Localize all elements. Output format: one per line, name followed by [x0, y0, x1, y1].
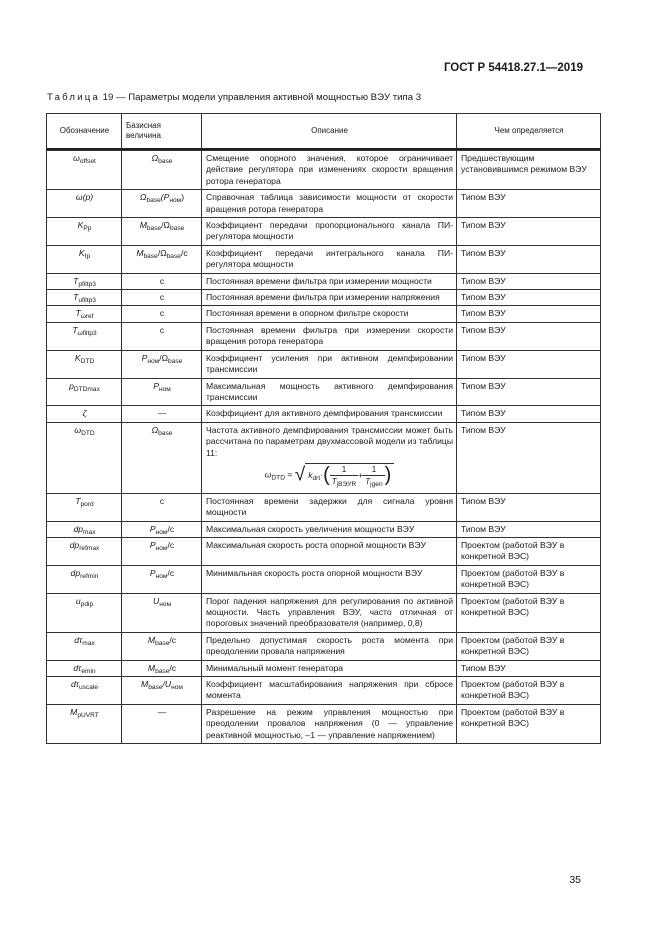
fraction-wtg [330, 464, 358, 488]
table-row [47, 593, 601, 632]
symbol-subscript: ufiltp3 [78, 297, 96, 305]
formula-t: T [331, 477, 337, 487]
base-symbol: P [149, 567, 156, 578]
sqrt-icon: √ [294, 464, 306, 486]
cell-determined-by [457, 190, 601, 218]
cell-base-quantity [122, 190, 202, 218]
symbol: ω(p) [75, 192, 94, 203]
cell-description [202, 378, 457, 406]
base-subscript: base [148, 684, 163, 692]
symbol: dp [69, 539, 80, 550]
base-divider: /U [162, 679, 172, 690]
symbol: T [75, 495, 81, 506]
cell-designation [47, 151, 122, 190]
base-subscript: base [158, 429, 173, 437]
base-tail: /с [169, 634, 177, 645]
table-row [47, 660, 601, 676]
cell-determined-by [457, 593, 601, 632]
cell-designation [47, 322, 122, 350]
description-text: Коэффициент усиления при активном демпфировании трансмиссии [206, 352, 453, 375]
description-text: Постоянная времени в опорном фильтре скорости [206, 308, 409, 319]
symbol-subscript: pUVRT [77, 711, 99, 719]
base-symbol: Ω [151, 424, 159, 435]
symbol: dτ [73, 662, 82, 673]
cell-description [202, 521, 457, 537]
base-subscript-2: ном [169, 197, 182, 205]
symbol: ω [73, 153, 80, 163]
table-caption [47, 92, 421, 103]
formula-dot: · [320, 470, 324, 481]
cell-determined-by [457, 422, 601, 493]
fraction-denominator [363, 476, 384, 487]
symbol-subscript: pord [80, 500, 94, 508]
symbol: K [74, 352, 81, 363]
cell-base-quantity [122, 537, 202, 565]
formula-equals: = [284, 469, 295, 480]
cell-determined-by [457, 493, 601, 521]
table-row [47, 677, 601, 705]
table-row [47, 322, 601, 350]
base-tail: /с [167, 567, 175, 578]
base-subscript-2: base [166, 252, 181, 260]
description-text: Постоянная времени фильтра при измерении напряжения [206, 292, 440, 303]
base-symbol: — [157, 706, 167, 717]
table-row [47, 290, 601, 306]
cell-designation [47, 422, 122, 493]
cell-base-quantity [122, 350, 202, 378]
base-divider: /Ω [161, 220, 170, 231]
base-symbol: — [157, 408, 167, 419]
base-tail: /с [167, 523, 175, 534]
cell-designation [47, 632, 122, 660]
base-subscript: ном [147, 357, 160, 365]
page-number: 35 [569, 874, 581, 886]
base-subscript: ном [155, 544, 168, 552]
formula-lhs-subscript: DTD [271, 474, 285, 482]
symbol: T [72, 324, 78, 335]
cell-description [202, 290, 457, 306]
cell-base-quantity [122, 290, 202, 306]
determined-by-text: Проектом (работой ВЭУ в конкретной ВЭС) [461, 634, 565, 657]
base-tail: /с [180, 247, 188, 258]
cell-base-quantity [122, 660, 202, 676]
symbol: u [75, 595, 81, 606]
cell-base-quantity [122, 406, 202, 422]
cell-description [202, 306, 457, 322]
symbol: K [78, 247, 85, 258]
table-row [47, 521, 601, 537]
base-tail: /с [169, 662, 177, 673]
base-tail: ) [181, 192, 185, 203]
cell-description [202, 704, 457, 743]
symbol: ζ [82, 408, 87, 419]
formula-plus: + [358, 470, 364, 481]
symbol: dp [70, 567, 81, 578]
determined-by-text: Типом ВЭУ [461, 408, 506, 419]
cell-base-quantity [122, 273, 202, 289]
cell-base-quantity [122, 306, 202, 322]
formula-t-subscript: jgen [370, 481, 383, 489]
cell-determined-by [457, 632, 601, 660]
cell-description [202, 565, 457, 593]
cell-determined-by [457, 537, 601, 565]
determined-by-text: Типом ВЭУ [461, 662, 506, 673]
symbol-subscript: uscale [78, 684, 99, 692]
parameters-table [46, 113, 601, 744]
description-text: Максимальная скорость увеличения мощности ВЭУ [206, 523, 415, 534]
symbol: dτ [74, 634, 83, 645]
base-subscript-2: ном [171, 684, 183, 692]
symbol-subscript: Pp [83, 225, 92, 233]
symbol: T [75, 308, 81, 319]
base-subscript: base [146, 197, 161, 205]
cell-designation [47, 350, 122, 378]
base-subscript: ном [155, 528, 168, 536]
standard-designation: ГОСТ Р 54418.27.1—2019 [443, 62, 583, 74]
cell-designation [47, 406, 122, 422]
cell-description [202, 422, 457, 493]
determined-by-text: Проектом (работой ВЭУ в конкретной ВЭС) [461, 567, 565, 590]
table-row [47, 493, 601, 521]
table-row [47, 537, 601, 565]
cell-base-quantity [122, 677, 202, 705]
symbol: dτ [70, 679, 79, 690]
table-row [47, 218, 601, 246]
left-paren-icon: ( [323, 464, 330, 487]
cell-designation [47, 565, 122, 593]
cell-base-quantity [122, 218, 202, 246]
base-divider: /Ω [159, 352, 169, 363]
cell-base-quantity [122, 493, 202, 521]
determined-by-text: Типом ВЭУ [461, 380, 506, 391]
cell-determined-by [457, 350, 601, 378]
determined-by-text: Типом ВЭУ [461, 424, 506, 435]
cell-base-quantity [122, 632, 202, 660]
cell-description [202, 677, 457, 705]
base-symbol: с [159, 495, 165, 506]
description-text: Постоянная времени фильтра при измерении скорости вращения ротора генератора [206, 324, 453, 347]
base-symbol: с [159, 324, 165, 335]
formula-t-subscript: jВЭУR [336, 481, 357, 489]
cell-base-quantity [122, 565, 202, 593]
base-symbol: с [159, 292, 165, 303]
symbol-subscript: max [82, 639, 95, 647]
cell-description [202, 660, 457, 676]
header-designation: Обозначение [47, 114, 122, 150]
cell-description [202, 493, 457, 521]
base-symbol: P [149, 539, 156, 550]
determined-by-text: Проектом (работой ВЭУ в конкретной ВЭС) [461, 539, 565, 562]
description-text: Постоянная времени задержки для сигнала уровня мощности [206, 495, 453, 518]
description-text: Максимальная скорость роста опорной мощности ВЭУ [206, 539, 426, 550]
symbol-subscript: DTDmax [73, 385, 100, 393]
symbol-subscript: emin [81, 667, 96, 675]
base-symbol: U [152, 595, 160, 606]
symbol-subscript: refmax [79, 544, 100, 552]
cell-determined-by [457, 245, 601, 273]
fraction-denominator [330, 476, 358, 487]
table-row [47, 406, 601, 422]
cell-designation [47, 521, 122, 537]
table-row [47, 245, 601, 273]
symbol-subscript: ωref [80, 313, 94, 321]
description-text: Коэффициент передачи интегрального канала ПИ-регулятора мощности [206, 247, 453, 270]
table-row [47, 306, 601, 322]
base-symbol: Ω [151, 153, 159, 163]
base-symbol: M [139, 220, 147, 231]
cell-designation [47, 306, 122, 322]
determined-by-text: Типом ВЭУ [461, 523, 506, 534]
cell-designation [47, 190, 122, 218]
determined-by-text: Типом ВЭУ [461, 352, 506, 363]
cell-designation [47, 593, 122, 632]
cell-base-quantity [122, 521, 202, 537]
cell-base-quantity [122, 322, 202, 350]
symbol-subscript: DTD [81, 429, 95, 437]
table-row [47, 422, 601, 493]
symbol-subscript: pfiltp3 [78, 280, 96, 288]
cell-description [202, 273, 457, 289]
right-paren-icon: ) [384, 464, 392, 487]
symbol-subscript: ωfiltp3 [77, 329, 97, 337]
table-row [47, 273, 601, 289]
fraction-gen [363, 464, 384, 488]
description-text: Максимальная мощность активного демпфирования трансмиссии [206, 380, 453, 402]
cell-determined-by [457, 151, 601, 190]
base-symbol: M [141, 679, 149, 690]
cell-description [202, 350, 457, 378]
base-symbol: M [147, 662, 156, 673]
cell-designation [47, 660, 122, 676]
base-subscript: base [143, 252, 158, 260]
cell-determined-by [457, 677, 601, 705]
base-subscript: base [158, 158, 173, 165]
symbol: T [73, 292, 79, 303]
cell-base-quantity [122, 151, 202, 190]
cell-determined-by [457, 218, 601, 246]
cell-description [202, 322, 457, 350]
base-subscript-2: base [169, 225, 185, 233]
description-text: Минимальная скорость роста опорной мощности ВЭУ [206, 567, 423, 578]
base-subscript: base [155, 639, 170, 647]
description-text: Минимальный момент генератора [206, 662, 344, 673]
header-description: Описание [202, 114, 457, 150]
table-caption-title: 19 — Параметры модели управления активной мощностью ВЭУ типа 3 [100, 92, 422, 103]
cell-base-quantity [122, 593, 202, 632]
cell-determined-by [457, 565, 601, 593]
table-row [47, 350, 601, 378]
base-divider: /Ω [157, 247, 167, 258]
fraction-numerator: 1 [363, 464, 384, 476]
base-subscript: ном [159, 600, 172, 608]
base-subscript: base [146, 225, 162, 233]
formula-k-subscript: drt [312, 475, 321, 483]
table-row [47, 704, 601, 743]
cell-designation [47, 218, 122, 246]
base-symbol: с [159, 275, 165, 286]
cell-base-quantity [122, 245, 202, 273]
determined-by-text: Типом ВЭУ [461, 220, 506, 231]
cell-determined-by [457, 378, 601, 406]
cell-determined-by [457, 406, 601, 422]
symbol-subscript: pdip [80, 600, 94, 608]
description-text: Справочная таблица зависимости мощности от скорости вращения ротора генератора [206, 192, 453, 214]
symbol-subscript: offset [79, 158, 96, 165]
table-caption-word: Таблица [47, 92, 101, 103]
description-text: Коэффициент для активного демпфирования трансмиссии [206, 408, 443, 419]
determined-by-text: Типом ВЭУ [461, 192, 506, 203]
cell-determined-by [457, 521, 601, 537]
determined-by-text: Проектом (работой ВЭУ в конкретной ВЭС) [461, 595, 565, 617]
cell-description [202, 245, 457, 273]
base-subscript-2: base [168, 357, 183, 365]
formula-k: k [308, 470, 313, 481]
symbol-subscript: Ip [84, 252, 91, 260]
table-header-row [47, 114, 601, 150]
formula-radicand [305, 463, 394, 488]
description-text: Разрешение на режим управления мощностью при преодолении провалов напряжения (0 — управление реактивной мощностью, –1 — управление напряжением) [206, 706, 453, 740]
table-row [47, 378, 601, 406]
symbol-subscript: DTD [80, 357, 95, 365]
cell-description [202, 151, 457, 190]
base-tail: /с [167, 539, 175, 550]
fraction-numerator: 1 [330, 464, 358, 476]
determined-by-text: Проектом (работой ВЭУ в конкретной ВЭС) [461, 679, 565, 701]
cell-designation [47, 245, 122, 273]
description-text: Смещение опорного значения, которое ограничивает действие регулятора при изменениях скорости вращения ротора генератора [206, 153, 453, 186]
base-symbol: P [153, 380, 159, 391]
cell-designation [47, 378, 122, 406]
table-row [47, 632, 601, 660]
cell-designation [47, 537, 122, 565]
base-subscript: ном [158, 385, 171, 393]
base-subscript: ном [155, 572, 168, 580]
base-symbol: P [141, 352, 148, 363]
header-base-quantity: Базисная величина [122, 114, 202, 150]
cell-determined-by [457, 306, 601, 322]
determined-by-text: Типом ВЭУ [461, 292, 506, 303]
description-text: Коэффициент масштабирования напряжения при сбросе момента [206, 679, 453, 701]
cell-base-quantity [122, 704, 202, 743]
cell-designation [47, 273, 122, 289]
table-row [47, 151, 601, 190]
cell-description [202, 537, 457, 565]
determined-by-text: Предшествующим установившимся режимом ВЭУ [461, 153, 587, 175]
cell-description [202, 632, 457, 660]
table-row [47, 565, 601, 593]
symbol-subscript: max [83, 528, 96, 536]
formula-lhs: ω [264, 469, 272, 480]
base-subscript: base [155, 667, 170, 675]
cell-determined-by [457, 322, 601, 350]
base-symbol: P [149, 523, 156, 534]
cell-designation [47, 704, 122, 743]
determined-by-text: Типом ВЭУ [461, 495, 506, 506]
determined-by-text: Типом ВЭУ [461, 324, 506, 335]
symbol: M [70, 706, 78, 717]
cell-designation [47, 290, 122, 306]
symbol: T [73, 275, 79, 286]
cell-base-quantity [122, 422, 202, 493]
cell-determined-by [457, 660, 601, 676]
symbol: ω [74, 424, 82, 435]
cell-base-quantity [122, 378, 202, 406]
description-text: Порог падения напряжения для регулирования по активной мощности. Часть управления ВЭУ, часто отличная от пороговых значений преобразователя (например, 0,8) [206, 595, 453, 629]
determined-by-text: Типом ВЭУ [461, 247, 506, 258]
cell-designation [47, 677, 122, 705]
cell-description [202, 218, 457, 246]
dtd-frequency-formula [206, 459, 453, 491]
determined-by-text: Проектом (работой ВЭУ в конкретной ВЭС) [461, 706, 565, 729]
cell-description [202, 593, 457, 632]
symbol: dp [73, 523, 84, 534]
header-determined-by: Чем определяется [457, 114, 601, 150]
determined-by-text: Типом ВЭУ [461, 275, 506, 286]
table-row [47, 190, 601, 218]
description-text: Постоянная времени фильтра при измерении мощности [206, 275, 432, 286]
symbol-subscript: refmin [80, 572, 99, 580]
cell-designation [47, 493, 122, 521]
cell-description [202, 190, 457, 218]
cell-determined-by [457, 704, 601, 743]
cell-determined-by [457, 273, 601, 289]
base-symbol: M [147, 634, 156, 645]
formula-t: T [365, 477, 371, 487]
description-text: Предельно допустимая скорость роста момента при преодолении провала напряжения [206, 634, 453, 657]
description-text: Частота активного демпфирования трансмиссии может быть рассчитана по параметрам двухмассовой модели из таблицы 11: [206, 424, 453, 458]
cell-description [202, 406, 457, 422]
base-symbol: M [136, 247, 144, 258]
description-text: Коэффициент передачи пропорционального канала ПИ-регулятора мощности [206, 220, 453, 242]
base-divider: (P [160, 192, 170, 203]
base-symbol: Ω [139, 192, 147, 203]
base-symbol: с [159, 308, 165, 319]
determined-by-text: Типом ВЭУ [461, 308, 506, 319]
symbol: p [69, 380, 74, 391]
symbol: K [77, 220, 84, 231]
cell-determined-by [457, 290, 601, 306]
